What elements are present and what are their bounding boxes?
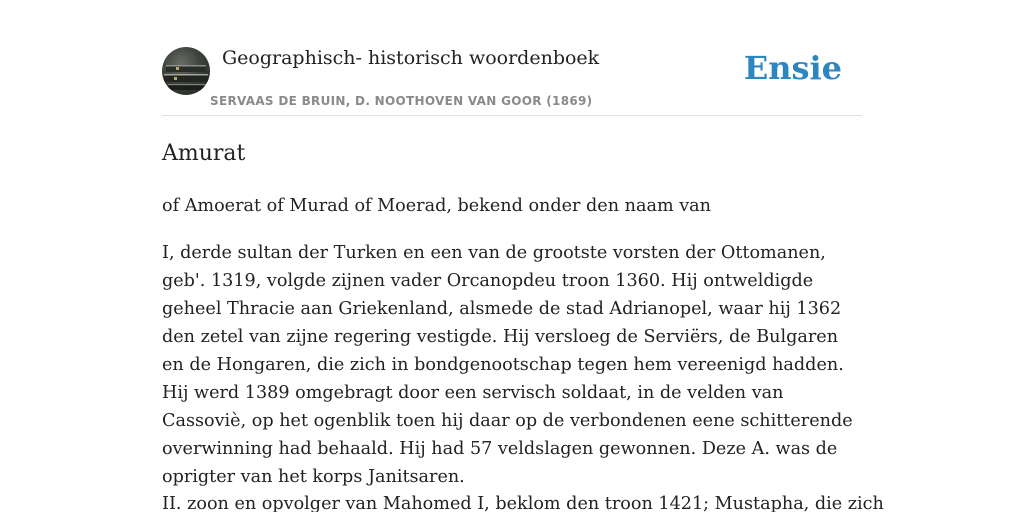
article-headword: Amurat bbox=[162, 141, 246, 166]
article-paragraph-amurat-i: I, derde sultan der Turken en een van de grootste vorsten der Ottomanen, geb'. 1319, volgde zijnen vader Orcanopdeu troon 1360. Hij ontweldigde geheel Thracie aan Griekenland, alsmede de stad Adrianopel, waar hij 1362 den zetel van zijne regering vestigde. Hij versloeg de Serviërs, de Bulgaren en de Hongaren, die zich in bondgenootschap tegen hem vereenigd hadden. Hij werd 1389 omgebragt door een servisch soldaat, in de velden van Cassoviè, op het ogenblik toen hij daar op de verbondenen eene schitterende overwinning had behaald. Hij had 57 veldslagen gewonnen. Deze A. was de oprigter van het korps Janitsaren. bbox=[162, 243, 853, 487]
book-cover-icon[interactable] bbox=[162, 47, 210, 95]
ensie-logo-link[interactable]: Ensie bbox=[743, 49, 842, 87]
book-title[interactable]: Geographisch- historisch woordenboek bbox=[222, 47, 600, 69]
book-authors: SERVAAS DE BRUIN, D. NOOTHOVEN VAN GOOR (1869) bbox=[210, 94, 593, 108]
content-container bbox=[162, 0, 884, 512]
article-paragraph-intro: of Amoerat of Murad of Moerad, bekend onder den naam van bbox=[162, 196, 711, 216]
article-paragraph-amurat-ii: II. zoon en opvolger van Mahomed I, beklom den troon 1421; Mustapha, die zich bbox=[162, 494, 884, 512]
header bbox=[162, 0, 862, 116]
